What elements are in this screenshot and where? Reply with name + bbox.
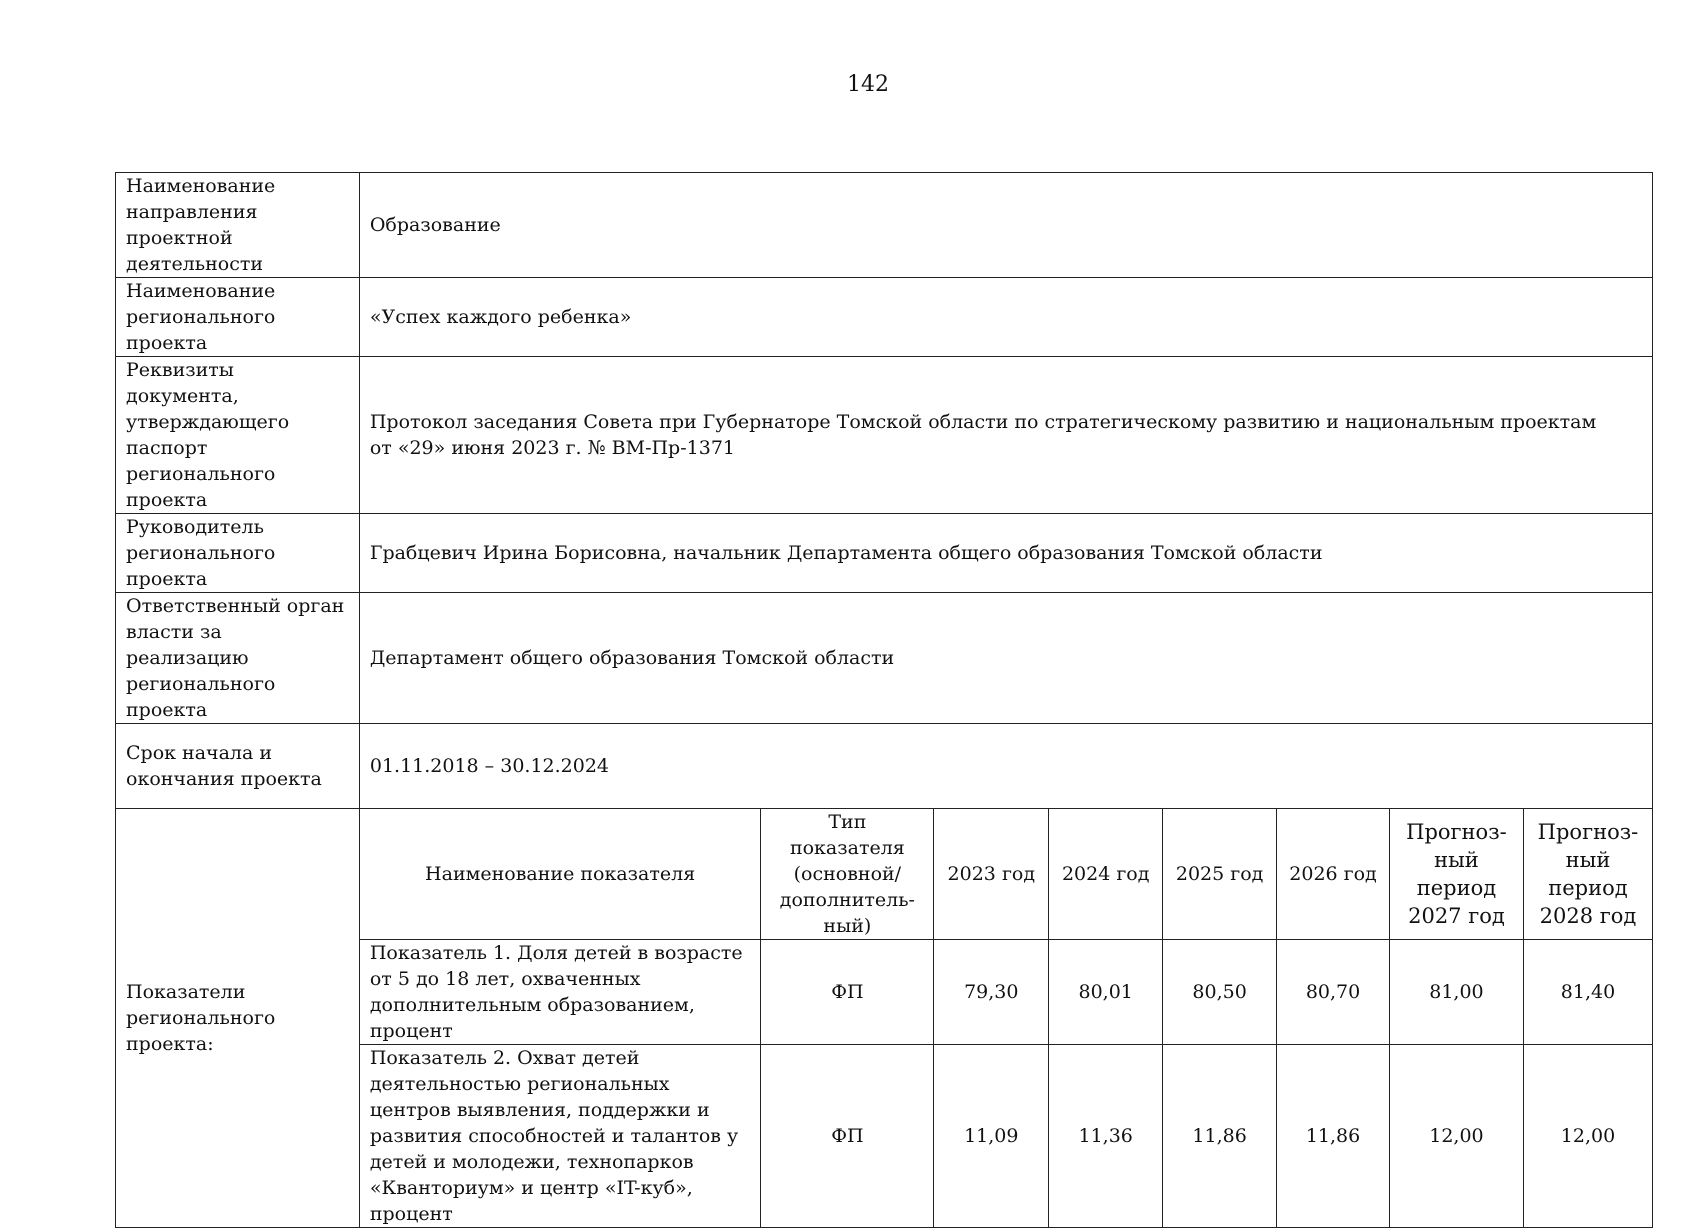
indicator-1-2028: 81,40 [1523,940,1652,1045]
head-value: Грабцевич Ирина Борисовна, начальник Департамента общего образования Томской области [359,514,1652,593]
indicator-1-type: ФП [761,940,934,1045]
term-value: 01.11.2018 – 30.12.2024 [359,724,1652,809]
indicators-header-row [116,809,1653,940]
page-number: 142 [847,72,889,97]
document-value-line1: Протокол заседания Совета при Губернаторе Томской области по стратегическому развитию и национальным проектам [369,411,1597,433]
direction-label: Наименование направления проектной деятельности [116,173,360,278]
indicator-1-2024: 80,01 [1049,940,1163,1045]
header-2026: 2026 год [1277,809,1390,940]
indicator-1-2027: 81,00 [1389,940,1523,1045]
header-2027: Прогноз-ный период 2027 год [1389,809,1523,940]
indicator-2-type: ФП [761,1045,934,1228]
indicator-2-2024: 11,36 [1049,1045,1163,1228]
indicators-label: Показатели регионального проекта: [116,809,360,1228]
header-name: Наименование показателя [359,809,761,940]
indicator-1-2026: 80,70 [1277,940,1390,1045]
direction-value: Образование [359,173,1652,278]
document-label: Реквизиты документа, утверждающего паспорт регионального проекта [116,357,360,514]
indicator-1-2023: 79,30 [934,940,1049,1045]
term-row [116,724,1653,809]
indicator-2-2027: 12,00 [1389,1045,1523,1228]
responsible-row [116,593,1653,724]
header-type: Тип показателя (основной/ дополнитель-ный) [761,809,934,940]
indicator-1-2025: 80,50 [1163,940,1277,1045]
indicator-2-2026: 11,86 [1277,1045,1390,1228]
document-value [359,357,1652,514]
project-label: Наименование регионального проекта [116,278,360,357]
indicator-2-2025: 11,86 [1163,1045,1277,1228]
head-label: Руководитель регионального проекта [116,514,360,593]
document-value-line2: от «29» июня 2023 г. № ВМ-Пр-1371 [369,437,735,459]
indicator-2-2023: 11,09 [934,1045,1049,1228]
indicator-1-name: Показатель 1. Доля детей в возрасте от 5 до 18 лет, охваченных дополнительным образованием, процент [359,940,761,1045]
document-row [116,357,1653,514]
project-passport-table [115,172,1653,1228]
responsible-label: Ответственный орган власти за реализацию регионального проекта [116,593,360,724]
project-row [116,278,1653,357]
header-2028: Прогноз-ный период 2028 год [1523,809,1652,940]
term-label: Срок начала и окончания проекта [116,724,360,809]
responsible-value: Департамент общего образования Томской области [359,593,1652,724]
direction-row [116,173,1653,278]
project-value: «Успех каждого ребенка» [359,278,1652,357]
indicator-2-2028: 12,00 [1523,1045,1652,1228]
header-2023: 2023 год [934,809,1049,940]
head-row [116,514,1653,593]
header-2024: 2024 год [1049,809,1163,940]
indicator-2-name: Показатель 2. Охват детей деятельностью региональных центров выявления, поддержки и развития способностей и талантов у детей и молодежи, технопарков «Кванториум» и центр «IT-куб», процент [359,1045,761,1228]
header-2025: 2025 год [1163,809,1277,940]
